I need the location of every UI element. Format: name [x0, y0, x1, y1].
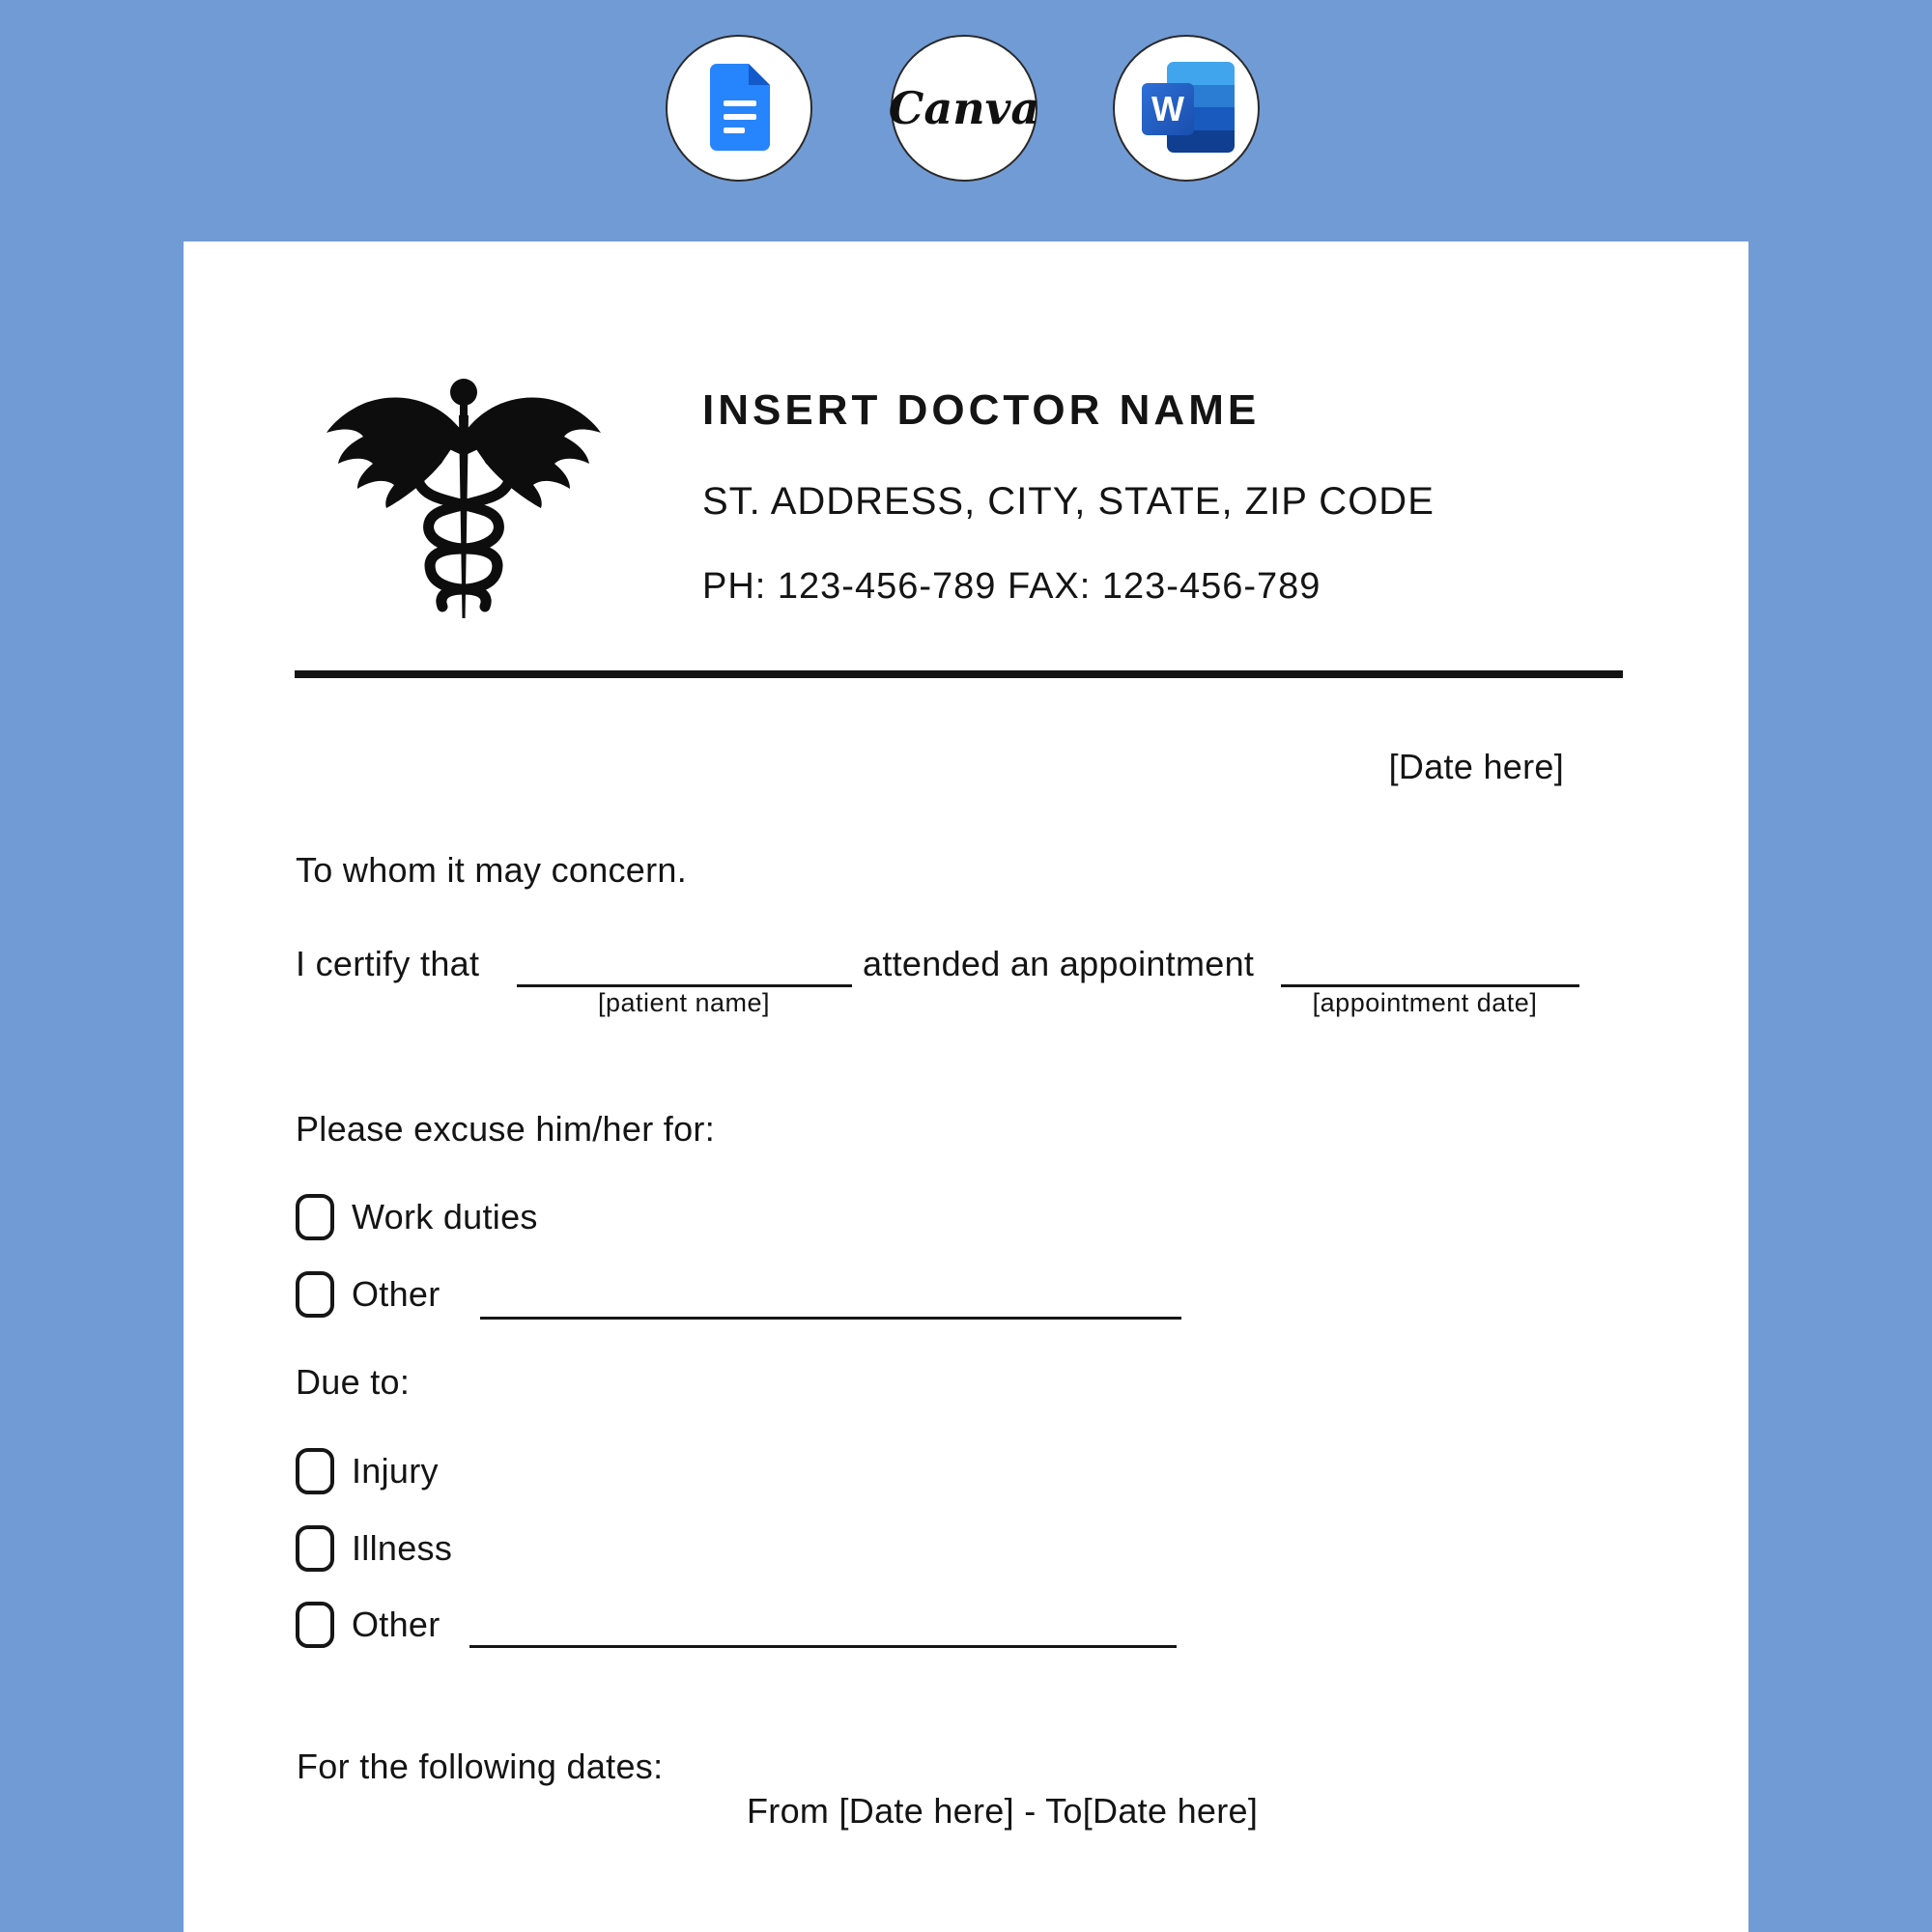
checkbox-label: Other — [352, 1274, 440, 1314]
date-placeholder: [Date here] — [1388, 747, 1564, 786]
caduceus-icon — [319, 369, 609, 632]
canva-badge — [888, 35, 1040, 182]
docs-text-line-icon — [724, 114, 756, 120]
google-docs-icon — [710, 64, 770, 151]
injury-checkbox[interactable] — [296, 1448, 334, 1494]
header-divider — [295, 670, 1623, 678]
certify-prefix-text: I certify that — [296, 944, 480, 983]
doctor-name-heading: INSERT DOCTOR NAME — [702, 386, 1261, 434]
excuse-other-checkbox[interactable] — [296, 1271, 334, 1318]
checkbox-label: Illness — [352, 1528, 453, 1568]
word-w-icon: W — [1142, 83, 1194, 135]
patient-name-blank[interactable] — [517, 984, 852, 987]
due-option-injury — [296, 1444, 439, 1498]
excuse-option-other — [296, 1267, 440, 1321]
phone-fax-line: PH: 123-456-789 FAX: 123-456-789 — [702, 566, 1321, 607]
docs-text-line-icon — [724, 128, 745, 133]
checkbox-label: Other — [352, 1605, 440, 1644]
due-other-write-line[interactable] — [469, 1645, 1177, 1648]
google-docs-badge — [666, 35, 812, 182]
appointment-date-label: [appointment date] — [1312, 988, 1538, 1017]
ms-word-badge — [1113, 35, 1260, 182]
docs-folded-corner-icon — [749, 64, 770, 85]
due-heading: Due to: — [296, 1362, 411, 1402]
checkbox-label: Work duties — [352, 1197, 538, 1236]
canva-logo: Canva — [888, 82, 1040, 134]
salutation: To whom it may concern. — [296, 850, 688, 890]
due-option-other — [296, 1598, 440, 1652]
excuse-option-work-duties — [296, 1190, 538, 1244]
due-other-checkbox[interactable] — [296, 1602, 334, 1648]
dates-heading: For the following dates: — [297, 1747, 664, 1786]
illness-checkbox[interactable] — [296, 1525, 334, 1572]
work-duties-checkbox[interactable] — [296, 1194, 334, 1240]
checkbox-label: Injury — [352, 1451, 439, 1491]
certify-middle-text: attended an appointment — [863, 944, 1255, 983]
dates-range-line: From [Date here] - To[Date here] — [747, 1791, 1259, 1831]
doctor-note-page — [184, 242, 1748, 1932]
address-line: ST. ADDRESS, CITY, STATE, ZIP CODE — [702, 480, 1435, 523]
due-option-illness — [296, 1521, 452, 1576]
docs-text-line-icon — [724, 100, 756, 106]
appointment-date-blank[interactable] — [1281, 984, 1579, 987]
excuse-other-write-line[interactable] — [480, 1317, 1181, 1320]
patient-name-label: [patient name] — [597, 988, 771, 1017]
excuse-heading: Please excuse him/her for: — [296, 1109, 715, 1149]
